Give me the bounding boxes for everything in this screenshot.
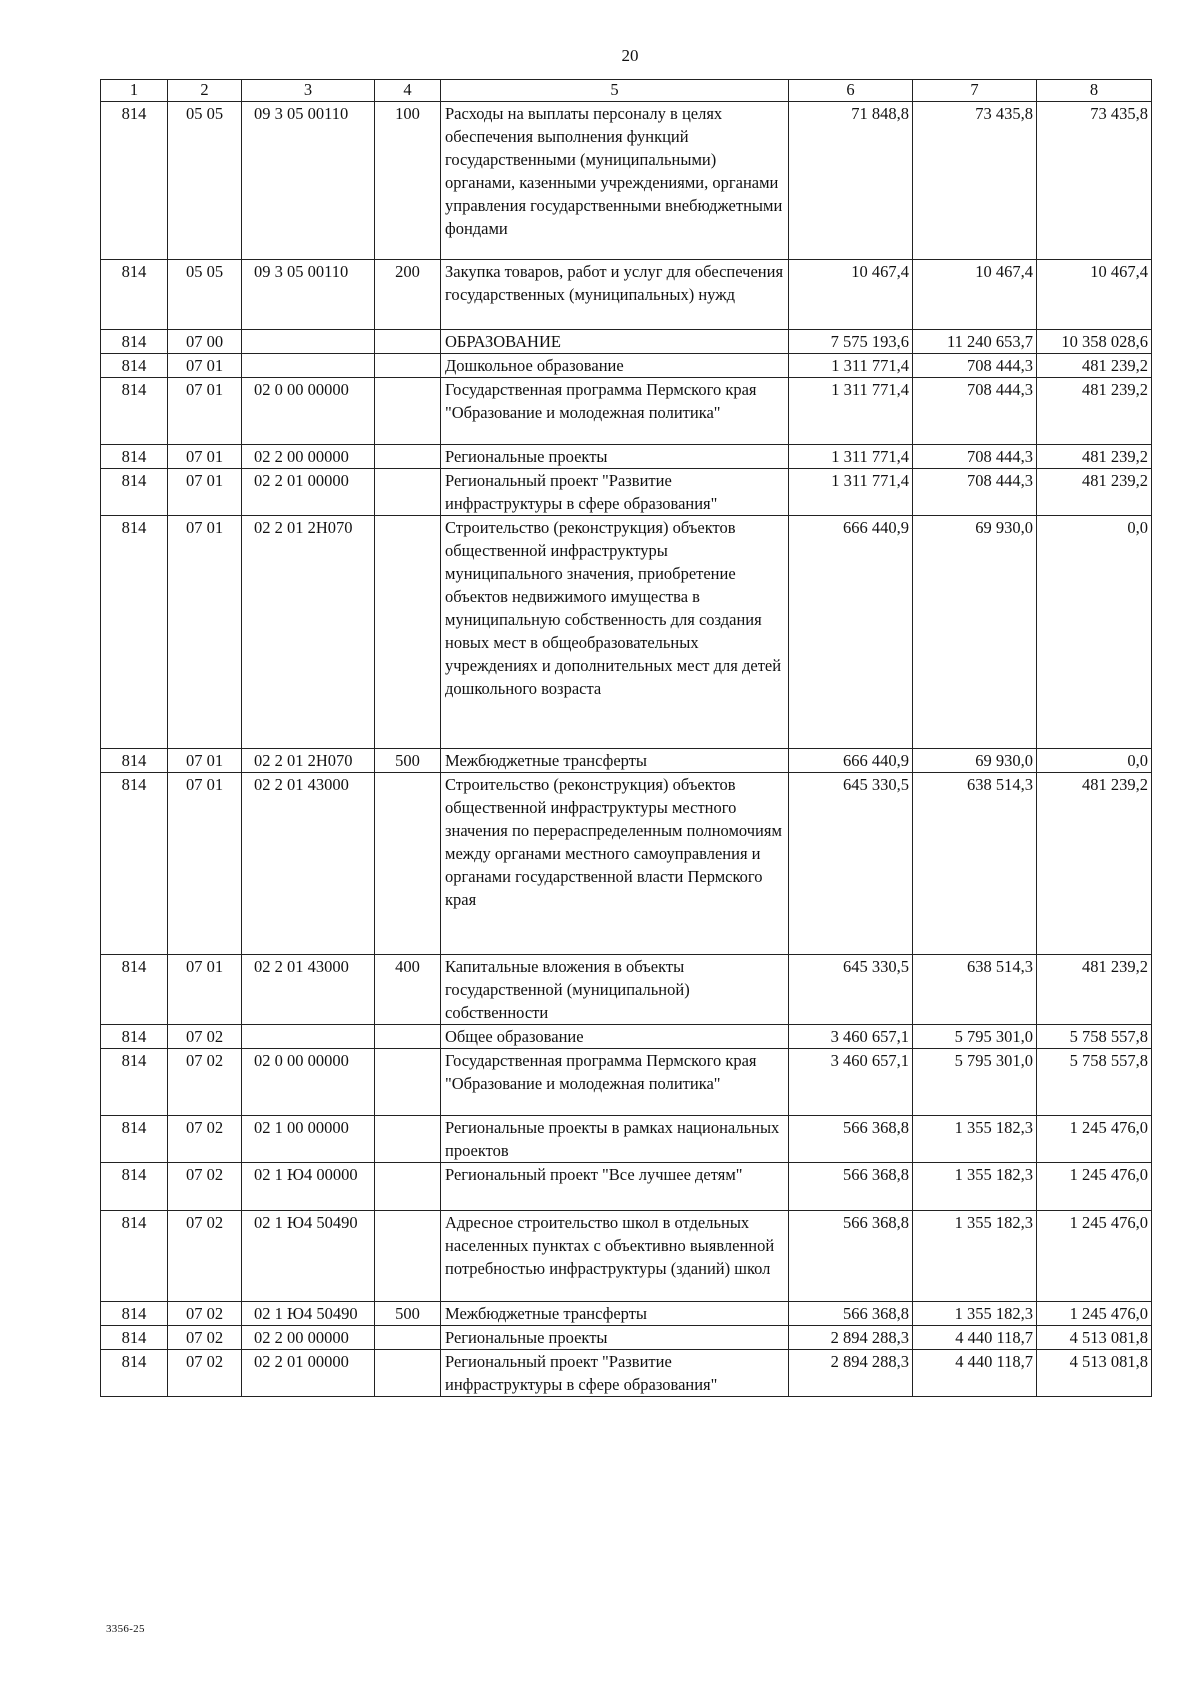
amount-col8-cell: 73 435,8 — [1037, 102, 1152, 260]
target-article-cell: 09 3 05 00110 — [242, 260, 375, 330]
target-article-cell: 02 2 01 2Н070 — [242, 749, 375, 773]
amount-col8-cell: 10 467,4 — [1037, 260, 1152, 330]
table-row — [101, 378, 1152, 445]
amount-col6-cell: 566 368,8 — [789, 1211, 913, 1302]
column-header: 7 — [913, 80, 1037, 102]
table-row — [101, 1326, 1152, 1350]
amount-col8-cell: 4 513 081,8 — [1037, 1350, 1152, 1397]
table-row — [101, 1211, 1152, 1302]
section-code-cell: 07 00 — [168, 330, 242, 354]
document-code: 3356-25 — [106, 1623, 145, 1635]
expense-type-cell — [375, 1211, 441, 1302]
section-code-cell: 07 02 — [168, 1116, 242, 1163]
amount-col8-cell: 0,0 — [1037, 749, 1152, 773]
amount-col8-cell: 5 758 557,8 — [1037, 1025, 1152, 1049]
table-header-row — [101, 80, 1152, 102]
amount-col8-cell: 481 239,2 — [1037, 773, 1152, 955]
amount-col8-cell: 481 239,2 — [1037, 354, 1152, 378]
target-article-cell: 02 0 00 00000 — [242, 378, 375, 445]
budget-table — [100, 79, 1152, 1397]
table-row — [101, 1116, 1152, 1163]
amount-col7-cell: 5 795 301,0 — [913, 1049, 1037, 1116]
section-code-cell: 07 01 — [168, 773, 242, 955]
section-code-cell: 05 05 — [168, 260, 242, 330]
ministry-code-cell: 814 — [101, 469, 168, 516]
expense-type-cell — [375, 1326, 441, 1350]
amount-col7-cell: 73 435,8 — [913, 102, 1037, 260]
table-row — [101, 773, 1152, 955]
column-header: 2 — [168, 80, 242, 102]
ministry-code-cell: 814 — [101, 1049, 168, 1116]
amount-col8-cell: 4 513 081,8 — [1037, 1326, 1152, 1350]
expense-type-cell — [375, 773, 441, 955]
amount-col6-cell: 1 311 771,4 — [789, 445, 913, 469]
expense-type-cell — [375, 1025, 441, 1049]
item-name-cell: ОБРАЗОВАНИЕ — [441, 330, 789, 354]
item-name-cell: Межбюджетные трансферты — [441, 749, 789, 773]
amount-col7-cell: 1 355 182,3 — [913, 1116, 1037, 1163]
amount-col6-cell: 1 311 771,4 — [789, 354, 913, 378]
ministry-code-cell: 814 — [101, 378, 168, 445]
amount-col6-cell: 645 330,5 — [789, 955, 913, 1025]
section-code-cell: 05 05 — [168, 102, 242, 260]
column-header: 1 — [101, 80, 168, 102]
section-code-cell: 07 01 — [168, 445, 242, 469]
expense-type-cell — [375, 1350, 441, 1397]
amount-col6-cell: 71 848,8 — [789, 102, 913, 260]
column-header: 3 — [242, 80, 375, 102]
expense-type-cell — [375, 1049, 441, 1116]
section-code-cell: 07 02 — [168, 1025, 242, 1049]
item-name-cell: Адресное строительство школ в отдельных населенных пунктах с объективно выявленной потребностью инфраструктуры (зданий) школ — [441, 1211, 789, 1302]
target-article-cell: 02 2 01 00000 — [242, 1350, 375, 1397]
section-code-cell: 07 02 — [168, 1163, 242, 1211]
amount-col7-cell: 4 440 118,7 — [913, 1326, 1037, 1350]
item-name-cell: Региональные проекты — [441, 445, 789, 469]
amount-col6-cell: 566 368,8 — [789, 1302, 913, 1326]
section-code-cell: 07 01 — [168, 378, 242, 445]
table-row — [101, 1302, 1152, 1326]
amount-col8-cell: 481 239,2 — [1037, 955, 1152, 1025]
table-row — [101, 445, 1152, 469]
amount-col6-cell: 645 330,5 — [789, 773, 913, 955]
item-name-cell: Дошкольное образование — [441, 354, 789, 378]
target-article-cell: 02 2 01 00000 — [242, 469, 375, 516]
section-code-cell: 07 01 — [168, 955, 242, 1025]
section-code-cell: 07 01 — [168, 749, 242, 773]
target-article-cell: 02 2 00 00000 — [242, 445, 375, 469]
item-name-cell: Государственная программа Пермского края "Образование и молодежная политика" — [441, 1049, 789, 1116]
item-name-cell: Капитальные вложения в объекты государственной (муниципальной) собственности — [441, 955, 789, 1025]
column-header: 8 — [1037, 80, 1152, 102]
expense-type-cell: 100 — [375, 102, 441, 260]
amount-col6-cell: 1 311 771,4 — [789, 378, 913, 445]
section-code-cell: 07 02 — [168, 1049, 242, 1116]
amount-col7-cell: 708 444,3 — [913, 445, 1037, 469]
amount-col7-cell: 5 795 301,0 — [913, 1025, 1037, 1049]
table-row — [101, 955, 1152, 1025]
ministry-code-cell: 814 — [101, 260, 168, 330]
amount-col6-cell: 10 467,4 — [789, 260, 913, 330]
amount-col6-cell: 566 368,8 — [789, 1116, 913, 1163]
expense-type-cell — [375, 516, 441, 749]
amount-col7-cell: 1 355 182,3 — [913, 1211, 1037, 1302]
amount-col7-cell: 638 514,3 — [913, 955, 1037, 1025]
amount-col6-cell: 3 460 657,1 — [789, 1025, 913, 1049]
item-name-cell: Строительство (реконструкция) объектов общественной инфраструктуры муниципального значения, приобретение объектов недвижимого имущества в муниципальную собственность для создания новых мест в общеобразовательных учреждениях и дополнительных мест для детей дошкольного возраста — [441, 516, 789, 749]
ministry-code-cell: 814 — [101, 102, 168, 260]
table-row — [101, 1025, 1152, 1049]
target-article-cell: 02 1 Ю4 00000 — [242, 1163, 375, 1211]
table-body — [101, 102, 1152, 1397]
amount-col6-cell: 666 440,9 — [789, 749, 913, 773]
column-header: 4 — [375, 80, 441, 102]
amount-col8-cell: 1 245 476,0 — [1037, 1163, 1152, 1211]
table-row — [101, 749, 1152, 773]
section-code-cell: 07 01 — [168, 354, 242, 378]
ministry-code-cell: 814 — [101, 1350, 168, 1397]
amount-col8-cell: 5 758 557,8 — [1037, 1049, 1152, 1116]
target-article-cell: 02 2 01 43000 — [242, 955, 375, 1025]
target-article-cell: 02 2 00 00000 — [242, 1326, 375, 1350]
expense-type-cell: 400 — [375, 955, 441, 1025]
ministry-code-cell: 814 — [101, 749, 168, 773]
section-code-cell: 07 02 — [168, 1302, 242, 1326]
table-row — [101, 330, 1152, 354]
expense-type-cell — [375, 1116, 441, 1163]
target-article-cell: 02 0 00 00000 — [242, 1049, 375, 1116]
item-name-cell: Региональные проекты в рамках национальных проектов — [441, 1116, 789, 1163]
amount-col6-cell: 1 311 771,4 — [789, 469, 913, 516]
amount-col7-cell: 1 355 182,3 — [913, 1302, 1037, 1326]
expense-type-cell — [375, 445, 441, 469]
amount-col7-cell: 4 440 118,7 — [913, 1350, 1037, 1397]
item-name-cell: Строительство (реконструкция) объектов общественной инфраструктуры местного значения по перераспределенным полномочиям между органами местного самоуправления и органами государственной власти Пермского края — [441, 773, 789, 955]
table-row — [101, 1163, 1152, 1211]
column-header: 5 — [441, 80, 789, 102]
ministry-code-cell: 814 — [101, 1302, 168, 1326]
amount-col8-cell: 1 245 476,0 — [1037, 1116, 1152, 1163]
item-name-cell: Закупка товаров, работ и услуг для обеспечения государственных (муниципальных) нужд — [441, 260, 789, 330]
page-number: 20 — [621, 46, 639, 65]
amount-col8-cell: 10 358 028,6 — [1037, 330, 1152, 354]
section-code-cell: 07 02 — [168, 1211, 242, 1302]
amount-col8-cell: 1 245 476,0 — [1037, 1302, 1152, 1326]
amount-col6-cell: 3 460 657,1 — [789, 1049, 913, 1116]
item-name-cell: Общее образование — [441, 1025, 789, 1049]
section-code-cell: 07 02 — [168, 1350, 242, 1397]
ministry-code-cell: 814 — [101, 1211, 168, 1302]
expense-type-cell: 500 — [375, 749, 441, 773]
table-row — [101, 260, 1152, 330]
target-article-cell: 02 1 00 00000 — [242, 1116, 375, 1163]
expense-type-cell — [375, 378, 441, 445]
column-header: 6 — [789, 80, 913, 102]
target-article-cell: 02 2 01 2Н070 — [242, 516, 375, 749]
amount-col8-cell: 481 239,2 — [1037, 469, 1152, 516]
item-name-cell: Расходы на выплаты персоналу в целях обеспечения выполнения функций государственными (муниципальными) органами, казенными учреждениями, органами управления государственными внебюджетными фондами — [441, 102, 789, 260]
amount-col8-cell: 481 239,2 — [1037, 445, 1152, 469]
amount-col7-cell: 11 240 653,7 — [913, 330, 1037, 354]
target-article-cell: 02 2 01 43000 — [242, 773, 375, 955]
amount-col8-cell: 0,0 — [1037, 516, 1152, 749]
expense-type-cell: 200 — [375, 260, 441, 330]
expense-type-cell — [375, 330, 441, 354]
amount-col8-cell: 481 239,2 — [1037, 378, 1152, 445]
ministry-code-cell: 814 — [101, 354, 168, 378]
section-code-cell: 07 02 — [168, 1326, 242, 1350]
amount-col6-cell: 666 440,9 — [789, 516, 913, 749]
table-row — [101, 354, 1152, 378]
amount-col6-cell: 7 575 193,6 — [789, 330, 913, 354]
target-article-cell — [242, 354, 375, 378]
ministry-code-cell: 814 — [101, 516, 168, 749]
expense-type-cell — [375, 354, 441, 378]
table-row — [101, 102, 1152, 260]
item-name-cell: Региональные проекты — [441, 1326, 789, 1350]
expense-type-cell — [375, 1163, 441, 1211]
item-name-cell: Государственная программа Пермского края "Образование и молодежная политика" — [441, 378, 789, 445]
amount-col7-cell: 10 467,4 — [913, 260, 1037, 330]
item-name-cell: Региональный проект "Все лучшее детям" — [441, 1163, 789, 1211]
item-name-cell: Межбюджетные трансферты — [441, 1302, 789, 1326]
ministry-code-cell: 814 — [101, 1326, 168, 1350]
target-article-cell — [242, 330, 375, 354]
amount-col7-cell: 708 444,3 — [913, 354, 1037, 378]
amount-col6-cell: 2 894 288,3 — [789, 1350, 913, 1397]
expense-type-cell: 500 — [375, 1302, 441, 1326]
table-row — [101, 1350, 1152, 1397]
amount-col6-cell: 2 894 288,3 — [789, 1326, 913, 1350]
section-code-cell: 07 01 — [168, 469, 242, 516]
ministry-code-cell: 814 — [101, 330, 168, 354]
ministry-code-cell: 814 — [101, 1025, 168, 1049]
amount-col7-cell: 708 444,3 — [913, 378, 1037, 445]
item-name-cell: Региональный проект "Развитие инфраструктуры в сфере образования" — [441, 1350, 789, 1397]
item-name-cell: Региональный проект "Развитие инфраструктуры в сфере образования" — [441, 469, 789, 516]
ministry-code-cell: 814 — [101, 955, 168, 1025]
amount-col7-cell: 69 930,0 — [913, 516, 1037, 749]
ministry-code-cell: 814 — [101, 1116, 168, 1163]
expense-type-cell — [375, 469, 441, 516]
table-row — [101, 1049, 1152, 1116]
amount-col7-cell: 638 514,3 — [913, 773, 1037, 955]
amount-col6-cell: 566 368,8 — [789, 1163, 913, 1211]
ministry-code-cell: 814 — [101, 1163, 168, 1211]
amount-col7-cell: 69 930,0 — [913, 749, 1037, 773]
target-article-cell: 02 1 Ю4 50490 — [242, 1302, 375, 1326]
table-row — [101, 469, 1152, 516]
amount-col7-cell: 708 444,3 — [913, 469, 1037, 516]
section-code-cell: 07 01 — [168, 516, 242, 749]
table-row — [101, 516, 1152, 749]
target-article-cell: 09 3 05 00110 — [242, 102, 375, 260]
amount-col7-cell: 1 355 182,3 — [913, 1163, 1037, 1211]
ministry-code-cell: 814 — [101, 773, 168, 955]
ministry-code-cell: 814 — [101, 445, 168, 469]
target-article-cell — [242, 1025, 375, 1049]
target-article-cell: 02 1 Ю4 50490 — [242, 1211, 375, 1302]
amount-col8-cell: 1 245 476,0 — [1037, 1211, 1152, 1302]
